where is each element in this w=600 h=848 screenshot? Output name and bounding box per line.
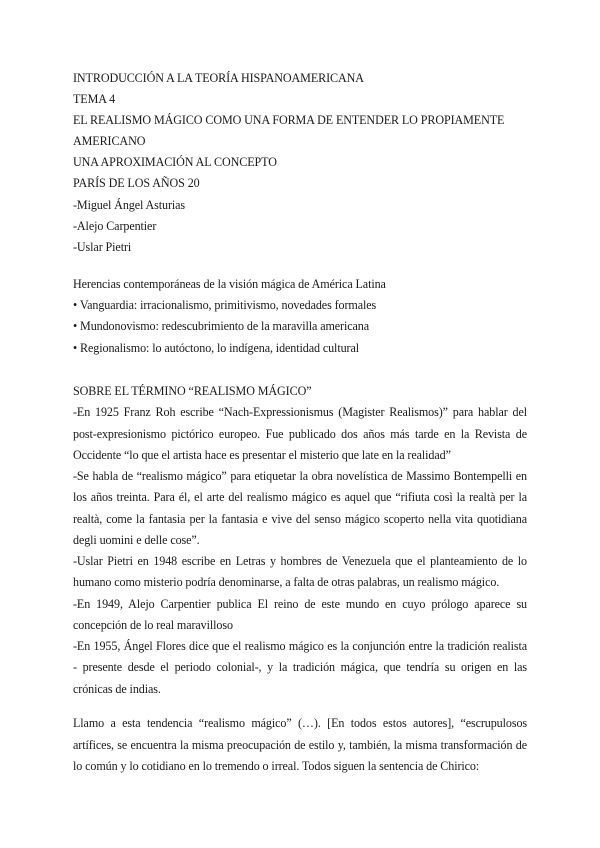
- paragraph-flores: -En 1955, Ángel Flores dice que el realismo mágico es la conjunción entre la tradición realista - presente desde el periodo colonial-, y la tradición mágica, que tendría su origen en las crónicas de indias.: [73, 639, 527, 696]
- termino-title: SOBRE EL TÉRMINO “REALISMO MÁGICO”: [73, 384, 312, 398]
- herencias-section: [73, 274, 527, 359]
- paragraph-roh: -En 1925 Franz Roh escribe “Nach-Expressionismus (Magister Realismos)” para hablar del post-expresionismo pictórico europeo. Fue publicado dos años más tarde en la Revista de Occidente “lo que el artista hace es presentar el misterio que late en la realidad”: [73, 405, 527, 462]
- subtopic-title: UNA APROXIMACIÓN AL CONCEPTO: [73, 155, 277, 170]
- topic-title: EL REALISMO MÁGICO COMO UNA FORMA DE ENTENDER LO PROPIAMENTE AMERICANO: [73, 113, 505, 149]
- author-carpentier: -Alejo Carpentier: [73, 218, 157, 233]
- author-asturias: -Miguel Ángel Asturias: [73, 197, 186, 212]
- list-item: • Mundonovismo: redescubrimiento de la maravilla americana: [73, 319, 369, 334]
- heading-block: [73, 68, 527, 258]
- list-item: • Vanguardia: irracionalismo, primitivismo, novedades formales: [73, 298, 377, 313]
- course-title: INTRODUCCIÓN A LA TEORÍA HISPANOAMERICANA: [73, 71, 364, 85]
- herencias-title: Herencias contemporáneas de la visión mágica de América Latina: [73, 277, 386, 291]
- topic-number: TEMA 4: [73, 92, 116, 107]
- list-item: • Regionalismo: lo autóctono, lo indígena, identidad cultural: [73, 340, 359, 355]
- termino-section: [73, 381, 527, 700]
- final-section: [73, 713, 527, 778]
- paragraph-uslar: -Uslar Pietri en 1948 escribe en Letras y hombres de Venezuela que el planteamiento de lo humano como misterio podría denominarse, a falta de otras palabras, un realismo mágico.: [73, 554, 527, 590]
- paragraph-carpentier: -En 1949, Alejo Carpentier publica El reino de este mundo en cuyo prólogo aparece su concepción de lo real maravilloso: [73, 596, 527, 632]
- author-uslar-pietri: -Uslar Pietri: [73, 239, 132, 254]
- paragraph-bontempelli: -Se habla de “realismo mágico” para etiquetar la obra novelística de Massimo Bontempelli en los años treinta. Para él, el arte del realismo mágico es aquel que “rifiuta così la realtà per la realtà, come la fantasia per la fantasia e vive del senso mágico scoperto nella vita quotidiana degli uomini e delle cose”.: [73, 469, 527, 547]
- section-paris: PARÍS DE LOS AÑOS 20: [73, 176, 200, 191]
- paragraph-quote: Llamo a esta tendencia “realismo mágico” (…). [En todos estos autores], “escrupulosos artífices, se encuentra la misma preocupación de estilo y, también, la misma transformación de lo común y lo cotidiano en lo tremendo o irreal. Todos siguen la sentencia de Chirico:: [73, 716, 527, 774]
